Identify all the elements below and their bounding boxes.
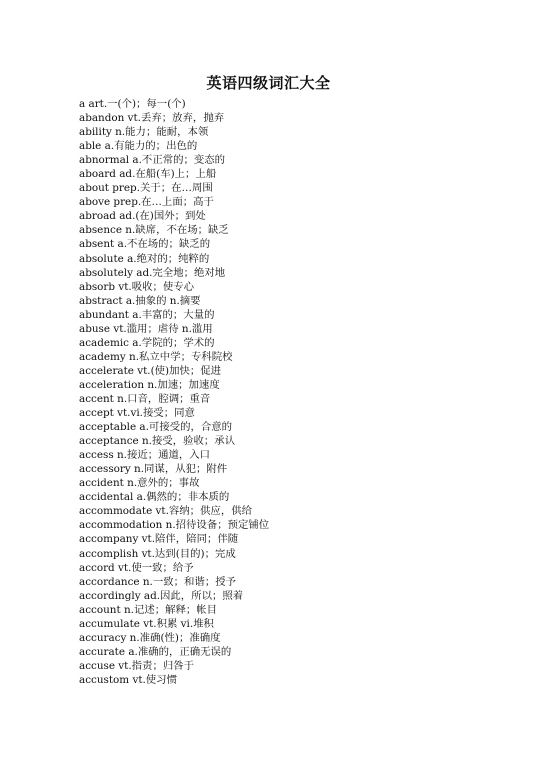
- document-title: 英语四级词汇大全: [206, 74, 331, 92]
- vocabulary-entry: acceptable a.可接受的，合意的: [79, 421, 233, 434]
- vocabulary-entry: abnormal a.不正常的；变态的: [79, 154, 226, 167]
- vocabulary-entry: accurate a.准确的，正确无误的: [79, 645, 232, 658]
- vocabulary-entry: abundant a.丰富的；大量的: [79, 308, 215, 321]
- vocabulary-entry: abstract a.抽象的 n.摘要: [79, 294, 201, 307]
- vocabulary-entry: about prep.关于；在…周围: [79, 182, 213, 195]
- vocabulary-entry: abuse vt.滥用；虐待 n.滥用: [79, 322, 213, 335]
- vocabulary-entry: accent n.口音，腔调；重音: [79, 392, 211, 405]
- vocabulary-entry: accompany vt.陪伴，陪同；伴随: [79, 533, 239, 546]
- vocabulary-entry: able a.有能力的；出色的: [79, 140, 198, 153]
- vocabulary-entry: access n.接近；通道，入口: [79, 449, 211, 462]
- vocabulary-entry: absence n.缺席，不在场；缺乏: [79, 224, 229, 237]
- vocabulary-entry: acceleration n.加速；加速度: [79, 378, 220, 391]
- vocabulary-list: [79, 97, 269, 687]
- vocabulary-entry: a art.一(个)；每一(个): [79, 98, 186, 110]
- vocabulary-entry: accordance n.一致；和谐；授予: [79, 575, 236, 588]
- vocabulary-entry: accustom vt.使习惯: [79, 673, 177, 686]
- vocabulary-entry: accomplish vt.达到(目的)；完成: [79, 547, 236, 560]
- vocabulary-entry: academic a.学院的；学术的: [79, 336, 215, 349]
- vocabulary-entry: absolute a.绝对的；纯粹的: [79, 252, 210, 265]
- vocabulary-entry: accuse vt.指责；归咎于: [79, 659, 195, 672]
- vocabulary-entry: accumulate vt.积累 vi.堆积: [79, 617, 214, 630]
- vocabulary-entry: accident n.意外的；事故: [79, 477, 200, 490]
- vocabulary-entry: accuracy n.准确(性)；准确度: [79, 631, 221, 644]
- vocabulary-entry: acceptance n.接受，验收；承认: [79, 435, 236, 448]
- vocabulary-entry: accommodate vt.容纳；供应，供给: [79, 505, 252, 518]
- vocabulary-entry: ability n.能力；能耐，本领: [79, 126, 209, 139]
- vocabulary-entry: academy n.私立中学；专科院校: [79, 350, 233, 363]
- vocabulary-entry: accordingly ad.因此，所以；照着: [79, 589, 244, 602]
- vocabulary-entry: absorb vt.吸收；使专心: [79, 280, 195, 293]
- vocabulary-entry: accidental a.偶然的；非本质的: [79, 491, 230, 504]
- vocabulary-entry: accommodation n.招待设备；预定铺位: [79, 519, 270, 532]
- vocabulary-entry: account n.记述；解释；帐目: [79, 603, 218, 616]
- vocabulary-entry: above prep.在…上面；高于: [79, 196, 214, 209]
- vocabulary-entry: absolutely ad.完全地；绝对地: [79, 266, 226, 279]
- vocabulary-entry: accord vt.使一致；给予: [79, 561, 194, 574]
- vocabulary-entry: accessory n.同谋，从犯；附件: [79, 463, 228, 476]
- vocabulary-entry: aboard ad.在船(车)上；上船: [79, 168, 217, 181]
- vocabulary-entry: accelerate vt.(使)加快；促进: [79, 364, 222, 377]
- vocabulary-entry: abandon vt.丢弃；放弃，抛弃: [79, 112, 225, 125]
- vocabulary-entry: accept vt.vi.接受；同意: [79, 407, 195, 420]
- vocabulary-entry: abroad ad.(在)国外；到处: [79, 210, 206, 223]
- vocabulary-entry: absent a.不在场的；缺乏的: [79, 238, 211, 251]
